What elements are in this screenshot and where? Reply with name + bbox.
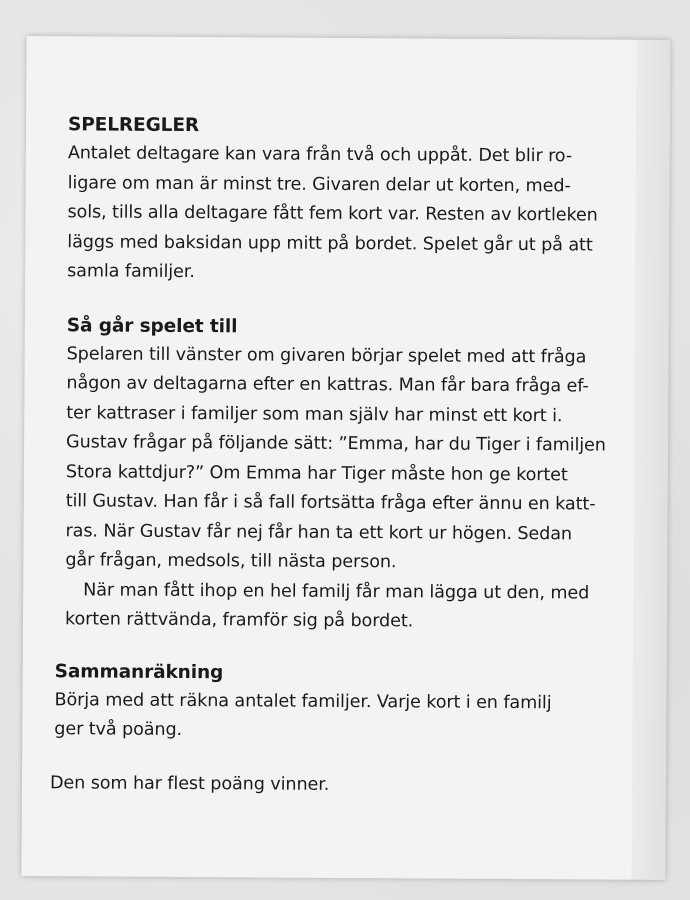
text-line: Spelaren till vänster om givaren börjar spelet med att fråga (66, 343, 587, 367)
text-line: När man fått ihop en hel familj får man lägga ut den, med (83, 579, 590, 603)
text-line: Gustav frågar på följande sätt: ”Emma, har du Tiger i familjen (66, 432, 606, 456)
section-sa-gar-spelet-till (65, 311, 637, 638)
text-line: läggs med baksidan upp mitt på bordet. Spelet går ut på att (67, 231, 593, 256)
text-line: någon av deltagarna efter en kattras. Man får bara fråga ef- (66, 373, 589, 397)
text-line: Antalet deltagare kan vara från två och uppåt. Det blir ro- (67, 143, 573, 167)
text-line: ras. När Gustav får nej får han ta ett kort ur högen. Sedan (65, 520, 573, 544)
text-line: går frågan, medsols, till nästa person. (65, 550, 397, 573)
heading-spelregler: SPELREGLER (67, 114, 200, 137)
text-line: ter kattraser i familjer som man själv har minst ett kort i. (66, 402, 563, 426)
section-vinner (50, 769, 634, 802)
text-line: Den som har flest poäng vinner. (49, 772, 330, 795)
text-line: samla familjer. (67, 261, 195, 283)
rules-sheet (21, 36, 670, 880)
text-line: ligare om man är minst tre. Givaren delar ut korten, med- (67, 172, 571, 196)
text-line: till Gustav. Han får i så fall fortsätta fråga efter ännu en katt- (65, 491, 596, 515)
text-line: Börja med att räkna antalet familjer. Varje kort i en familj (54, 689, 552, 713)
text-line: korten rättvända, framför sig på bordet. (64, 609, 414, 632)
text-line: Stora kattdjur?” Om Emma har Tiger måste hon ge kortet (65, 461, 568, 485)
text-line: sols, tills alla deltagare fått fem kort var. Resten av kortleken (67, 202, 598, 226)
section-sammanrakning (54, 657, 635, 749)
text-line: ger två poäng. (54, 719, 183, 741)
heading-sa-gar-spelet-till: Så går spelet till (66, 314, 238, 337)
rules-text (49, 110, 638, 802)
section-spelregler (67, 110, 638, 290)
heading-sammanrakning: Sammanräkning (54, 660, 224, 683)
